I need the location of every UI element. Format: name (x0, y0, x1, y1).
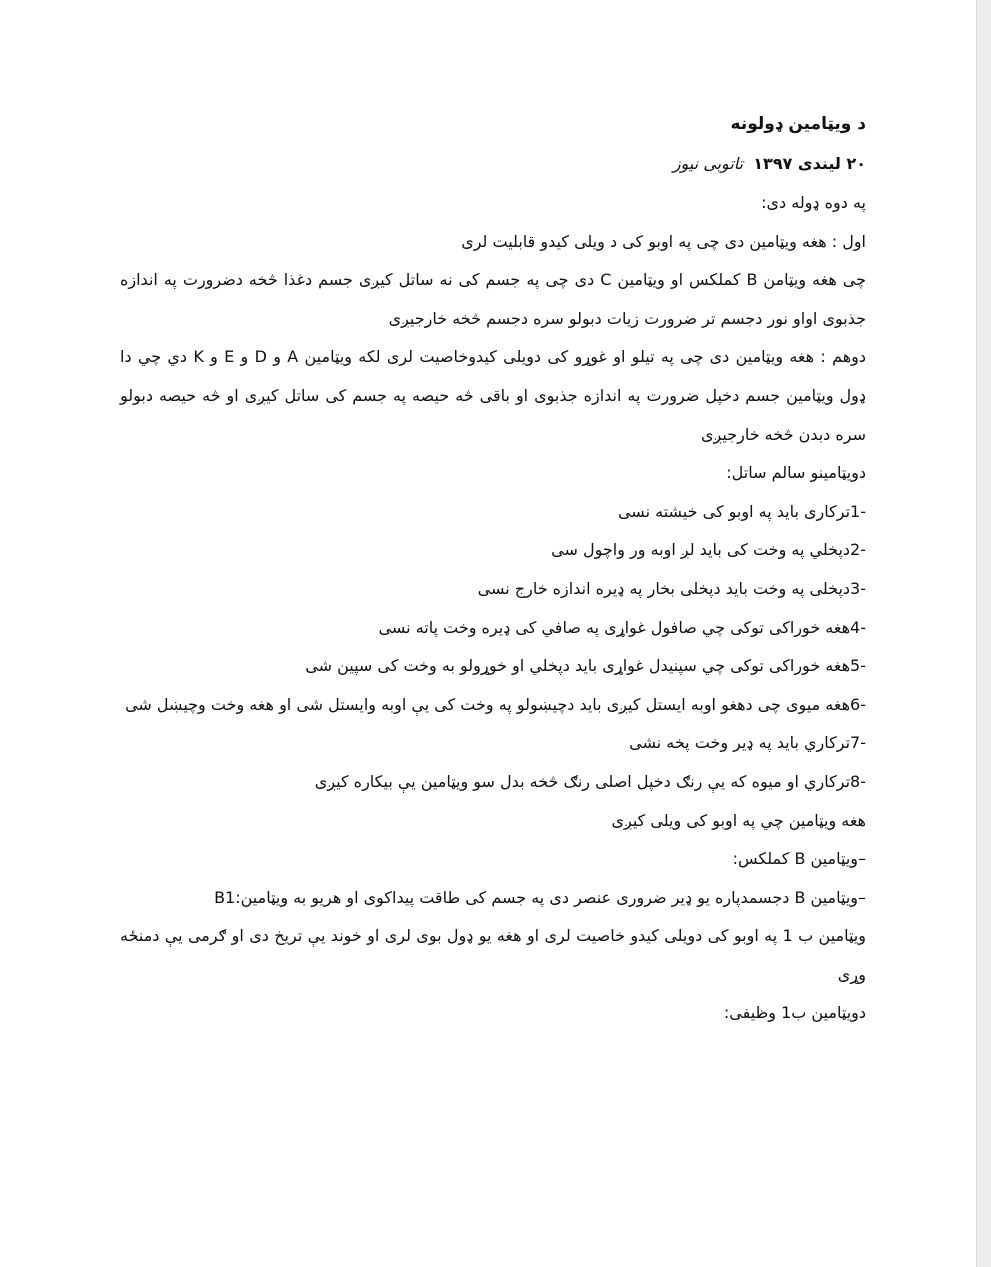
dateline (120, 144, 866, 184)
paragraph: په دوه ډوله دی: (761, 193, 866, 212)
paragraph: –ویټامین B دجسمدپاره یو ډیر ضروری عنصر دی په جسم کی طاقت پیداکوی او هریو به ویټامین:B1 (214, 887, 866, 907)
publish-date: ۲۰ لیندی ۱۳۹۷ (753, 154, 866, 173)
paragraph: ویټامین ب 1 په اوبو کی دویلی کیدو خاصیت لری او هغه یو ډول بوی لری او خوند یې تریخ دی او ګرمی یې دمنځه وړی (120, 926, 866, 984)
paragraph: دویټامینو سالم ساتل: (726, 463, 866, 483)
list-item: -1ترکاری باید په اوبو کی خیشته نسی (617, 501, 866, 521)
list-item: -6هغه میوی چی دهغو اوبه ایستل کیږی باید دچیښولو په وخت کی یې اوبه وایستل شی او هغه وخت وچیښل شی (125, 694, 866, 714)
list-item: -7ترکاري باید په ډیر وخت پخه نشی (629, 733, 866, 753)
list-item: -8ترکاري او میوه که یې رنګ دخپل اصلی رنګ څخه بدل سو ویټامین یې بیکاره کیږی (314, 771, 866, 791)
paragraph: چی هغه ویټامن B کملکس او ویټامین C دی چی په جسم کی نه ساتل کیږی جسم دغذا څخه دضرورت په اندازه جذبوی اواو نور دجسم تر ضرورت زیات دبولو سره دجسم څخه خارجیږی (120, 270, 867, 328)
paragraph: اول : هغه ویټامین دی چی په اوبو کی د ویلی کیدو قابلیت لری (461, 231, 866, 251)
paragraph: دوهم : هغه ویټامین دی چی په تیلو او غوړو کی دویلی کیدوخاصیت لری لکه ویټامین A و D و E و K دي چي دا ډول ویټامین جسم دخپل ضرورت په اندازه جذبوی او باقی څه حیصه په جسم کی ساتل کیږی او څه حیصه دبولو سره دبدن څخه خارجیږی (120, 347, 867, 444)
document-body (120, 104, 866, 1033)
list-item: -3دپخلی په وخت باید دپخلی بخار په ډیره اندازه خارج نسی (477, 578, 866, 598)
paragraph: هغه ویټامین چي په اوبو کی ویلی کیږی (611, 810, 866, 830)
list-item: -2دپخلي په وخت کی باید لږ اوبه ور واچول سی (551, 540, 866, 560)
scrollbar-track[interactable] (976, 0, 991, 1267)
list-item: -5هغه خوراکی توکی چي سپنیدل غواړی باید دپخلي او خوړولو به وخت کی سپین شی (305, 656, 866, 676)
paragraph: دویټامین ب1 وظیفی: (723, 1003, 866, 1023)
list-item: -4هغه خوراکی توکی چي صافول غواړی په صافي کی ډیره وخت پاته نسی (378, 617, 866, 637)
source-name: تاتوبی نیوز (672, 154, 744, 173)
document-title: د ویټامین ډولونه (730, 114, 866, 134)
paragraph: –ویټامین B کملکس: (732, 849, 866, 869)
